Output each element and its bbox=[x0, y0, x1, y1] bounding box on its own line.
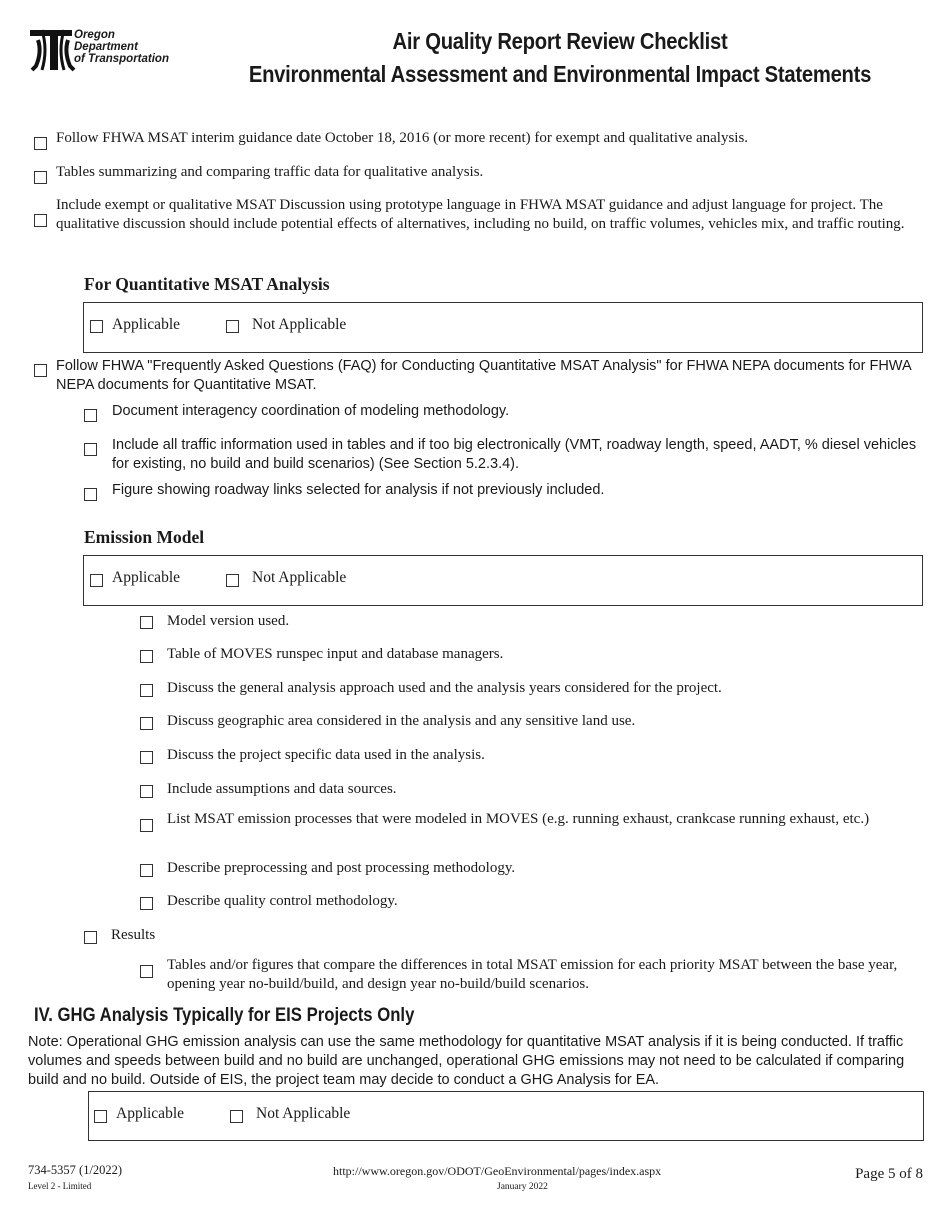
item-quality-control: Describe quality control methodology. bbox=[167, 893, 398, 909]
checkbox-traffic-information[interactable] bbox=[84, 443, 97, 456]
logo-line-2: Department bbox=[74, 41, 138, 53]
emission-applicability-box bbox=[83, 555, 923, 606]
item-moves-runspec: Table of MOVES runspec input and database managers. bbox=[167, 646, 504, 662]
checkbox-analysis-approach[interactable] bbox=[140, 684, 153, 697]
checkbox-preprocessing[interactable] bbox=[140, 864, 153, 877]
ghg-applicable-label: Applicable bbox=[116, 1105, 185, 1122]
ghg-applicable-checkbox[interactable] bbox=[94, 1110, 107, 1123]
item-traffic-information: Include all traffic information used in tables and if too big electronically (VMT, roadway length, speed, AADT, % diesel vehicles for existing, no build and build scenarios) (See Section 5.2.3.4). bbox=[112, 437, 917, 472]
checkbox-traffic-tables[interactable] bbox=[34, 171, 47, 184]
checkbox-roadway-links-figure[interactable] bbox=[84, 488, 97, 501]
item-analysis-approach: Discuss the general analysis approach used and the analysis years considered for the project. bbox=[167, 680, 722, 696]
item-results: Results bbox=[111, 927, 156, 943]
logo-line-3: of Transportation bbox=[74, 53, 169, 65]
checkbox-moves-runspec[interactable] bbox=[140, 650, 153, 663]
item-project-data: Discuss the project specific data used in the analysis. bbox=[167, 747, 485, 763]
checkbox-results[interactable] bbox=[84, 931, 97, 944]
emission-not-applicable-checkbox[interactable] bbox=[226, 574, 239, 587]
item-msat-interim-guidance: Follow FHWA MSAT interim guidance date October 18, 2016 (or more recent) for exempt and qualitative analysis. bbox=[56, 130, 749, 146]
quant-applicability-box bbox=[83, 302, 923, 353]
item-faq-quantitative: Follow FHWA "Frequently Asked Questions (FAQ) for Conducting Quantitative MSAT Analysis" for FHWA NEPA documents for FHWA NEPA documents for Quantitative MSAT. bbox=[56, 358, 911, 393]
item-assumptions: Include assumptions and data sources. bbox=[167, 781, 397, 797]
footer-level: Level 2 - Limited bbox=[28, 1181, 92, 1191]
item-traffic-tables: Tables summarizing and comparing traffic data for qualitative analysis. bbox=[56, 164, 484, 180]
quant-msat-heading: For Quantitative MSAT Analysis bbox=[84, 274, 330, 294]
logo-text bbox=[74, 29, 169, 65]
emission-applicable-checkbox[interactable] bbox=[90, 574, 103, 587]
checkbox-interagency-coordination[interactable] bbox=[84, 409, 97, 422]
checkbox-msat-interim-guidance[interactable] bbox=[34, 137, 47, 150]
quant-not-applicable-label: Not Applicable bbox=[252, 316, 347, 333]
page-title: Air Quality Report Review Checklist bbox=[392, 28, 728, 54]
item-emission-processes: List MSAT emission processes that were modeled in MOVES (e.g. running exhaust, crankcase running exhaust, etc.) bbox=[167, 811, 870, 827]
item-preprocessing: Describe preprocessing and post processing methodology. bbox=[167, 860, 516, 876]
ghg-section-heading: IV. GHG Analysis Typically for EIS Projects Only bbox=[34, 1005, 415, 1026]
item-roadway-links-figure: Figure showing roadway links selected for analysis if not previously included. bbox=[112, 482, 605, 498]
footer-date: January 2022 bbox=[497, 1182, 548, 1192]
checkbox-geographic-area[interactable] bbox=[140, 717, 153, 730]
ghg-applicability-box bbox=[88, 1091, 924, 1141]
footer-url[interactable]: http://www.oregon.gov/ODOT/GeoEnvironmental/pages/index.aspx bbox=[333, 1164, 662, 1178]
emission-not-applicable-label: Not Applicable bbox=[252, 569, 347, 586]
checkbox-project-data[interactable] bbox=[140, 751, 153, 764]
checkbox-quality-control[interactable] bbox=[140, 897, 153, 910]
quant-applicable-label: Applicable bbox=[112, 316, 181, 333]
checkbox-emission-processes[interactable] bbox=[140, 819, 153, 832]
emission-applicable-label: Applicable bbox=[112, 569, 181, 586]
checkbox-assumptions[interactable] bbox=[140, 785, 153, 798]
item-interagency-coordination: Document interagency coordination of modeling methodology. bbox=[112, 403, 510, 419]
page-subtitle: Environmental Assessment and Environmental Impact Statements bbox=[248, 61, 872, 87]
checkbox-qualitative-discussion[interactable] bbox=[34, 214, 47, 227]
footer-page-number: Page 5 of 8 bbox=[855, 1166, 923, 1182]
logo-line-1: Oregon bbox=[74, 29, 115, 41]
checkbox-results-tables[interactable] bbox=[140, 965, 153, 978]
item-qualitative-discussion: Include exempt or qualitative MSAT Discussion using prototype language in FHWA MSAT guidance and adjust language for project. The qualitative discussion should include potential effects of alternatives, including no build, on traffic volumes, vehicles mix, and traffic routing. bbox=[56, 197, 905, 232]
item-results-tables: Tables and/or figures that compare the differences in total MSAT emission for each priority MSAT between the base year, opening year no-build/build, and design year no-build/build scenarios. bbox=[167, 957, 898, 992]
item-model-version: Model version used. bbox=[167, 613, 290, 629]
checkbox-faq-quantitative[interactable] bbox=[34, 364, 47, 377]
ghg-note: Note: Operational GHG emission analysis can use the same methodology for quantitative MSAT analysis if it is being conducted. If traffic volumes and speeds between build and no build are unchanged, operational GHG emissions may not need to be calculated if comparing build and no build. Outside of EIS, the project team may decide to conduct a GHG Analysis for EA. bbox=[28, 1034, 905, 1088]
ghg-not-applicable-label: Not Applicable bbox=[256, 1105, 351, 1122]
checkbox-model-version[interactable] bbox=[140, 616, 153, 629]
ghg-not-applicable-checkbox[interactable] bbox=[230, 1110, 243, 1123]
item-geographic-area: Discuss geographic area considered in the analysis and any sensitive land use. bbox=[167, 713, 636, 729]
emission-model-heading: Emission Model bbox=[84, 527, 205, 547]
quant-applicable-checkbox[interactable] bbox=[90, 320, 103, 333]
quant-not-applicable-checkbox[interactable] bbox=[226, 320, 239, 333]
footer-form-number: 734-5357 (1/2022) bbox=[28, 1163, 123, 1177]
